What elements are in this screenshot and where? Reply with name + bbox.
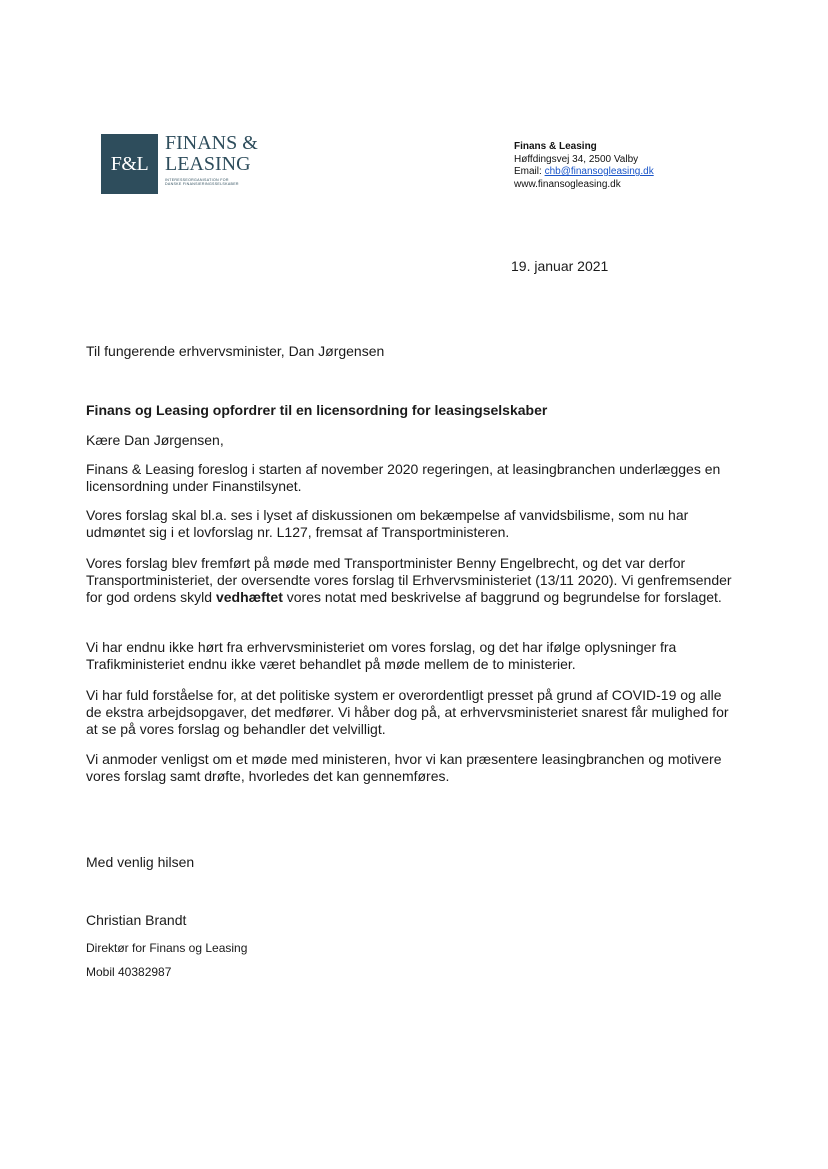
addressee: Til fungerende erhvervsminister, Dan Jørgensen <box>86 343 385 359</box>
logo-monogram-text: F&L <box>110 152 149 175</box>
paragraph-3-bold: vedhæftet <box>215 589 283 605</box>
logo-monogram <box>101 134 158 194</box>
sender-address: Høffdingsvej 34, 2500 Valby <box>514 153 639 165</box>
logo-wordmark <box>165 133 258 186</box>
sender-block <box>514 141 654 191</box>
logo-tagline-1: INTERESSEORGANISATION FOR <box>165 178 229 182</box>
logo-line-2: LEASING <box>165 153 251 175</box>
salutation: Kære Dan Jørgensen, <box>86 432 224 448</box>
letter-date: 19. januar 2021 <box>511 258 609 274</box>
signer-name: Christian Brandt <box>86 912 187 928</box>
sender-website[interactable]: www.finansogleasing.dk <box>514 178 621 190</box>
paragraph-1: Finans & Leasing foreslog i starten af november 2020 regeringen, at leasingbranchen underlægges en licensordning under Finanstilsynet. <box>86 461 721 494</box>
sender-email-link[interactable]: chb@finansogleasing.dk <box>544 166 654 177</box>
paragraph-3-part-2: vores notat med beskrivelse af baggrund og begrundelse for forslaget. <box>282 589 722 605</box>
logo-line-1: FINANS & <box>165 132 258 154</box>
paragraph-3-part-1: Vores forslag blev fremført på møde med Transportminister Benny Engelbrecht, og det var derfor Transportministeriet, der oversendte vores forslag til Erhvervsministeriet (13/11 2020). Vi genfremsender for god ordens skyld <box>86 555 732 605</box>
letter-subject: Finans og Leasing opfordrer til en licensordning for leasingselskaber <box>86 402 548 418</box>
logo-tagline-2: DANSKE FINANSIERINGSSELSKABER <box>165 182 239 187</box>
paragraph-4: Vi har endnu ikke hørt fra erhvervsministeriet om vores forslag, og det har ifølge oplysninger fra Trafikministeriet endnu ikke været behandlet på møde mellem de to ministerier. <box>86 639 677 672</box>
signer-mobile: Mobil 40382987 <box>86 965 172 979</box>
paragraph-5: Vi har fuld forståelse for, at det politiske system er overordentligt presset på grund af COVID-19 og alle de ekstra arbejdsopgaver, det medfører. Vi håber dog på, at erhvervsministeriet snarest får mulighed for at se på vores forslag og behandler det velvilligt. <box>86 687 729 737</box>
sender-email-line <box>514 166 654 179</box>
paragraph-6: Vi anmoder venligst om et møde med ministeren, hvor vi kan præsentere leasingbranchen og motivere vores forslag samt drøfte, hvorledes det kan gennemføres. <box>86 751 722 784</box>
signer-title: Direktør for Finans og Leasing <box>86 941 248 955</box>
paragraph-2: Vores forslag skal bl.a. ses i lyset af diskussionen om bekæmpelse af vanvidsbilisme, som nu har udmøntet sig i et lovforslag nr. L127, fremsat af Transportministeren. <box>86 507 689 540</box>
sender-email-label: Email: <box>514 166 542 177</box>
closing: Med venlig hilsen <box>86 854 195 870</box>
logo-tagline <box>165 178 258 186</box>
paragraph-3 <box>86 555 736 606</box>
sender-name: Finans & Leasing <box>514 141 597 152</box>
